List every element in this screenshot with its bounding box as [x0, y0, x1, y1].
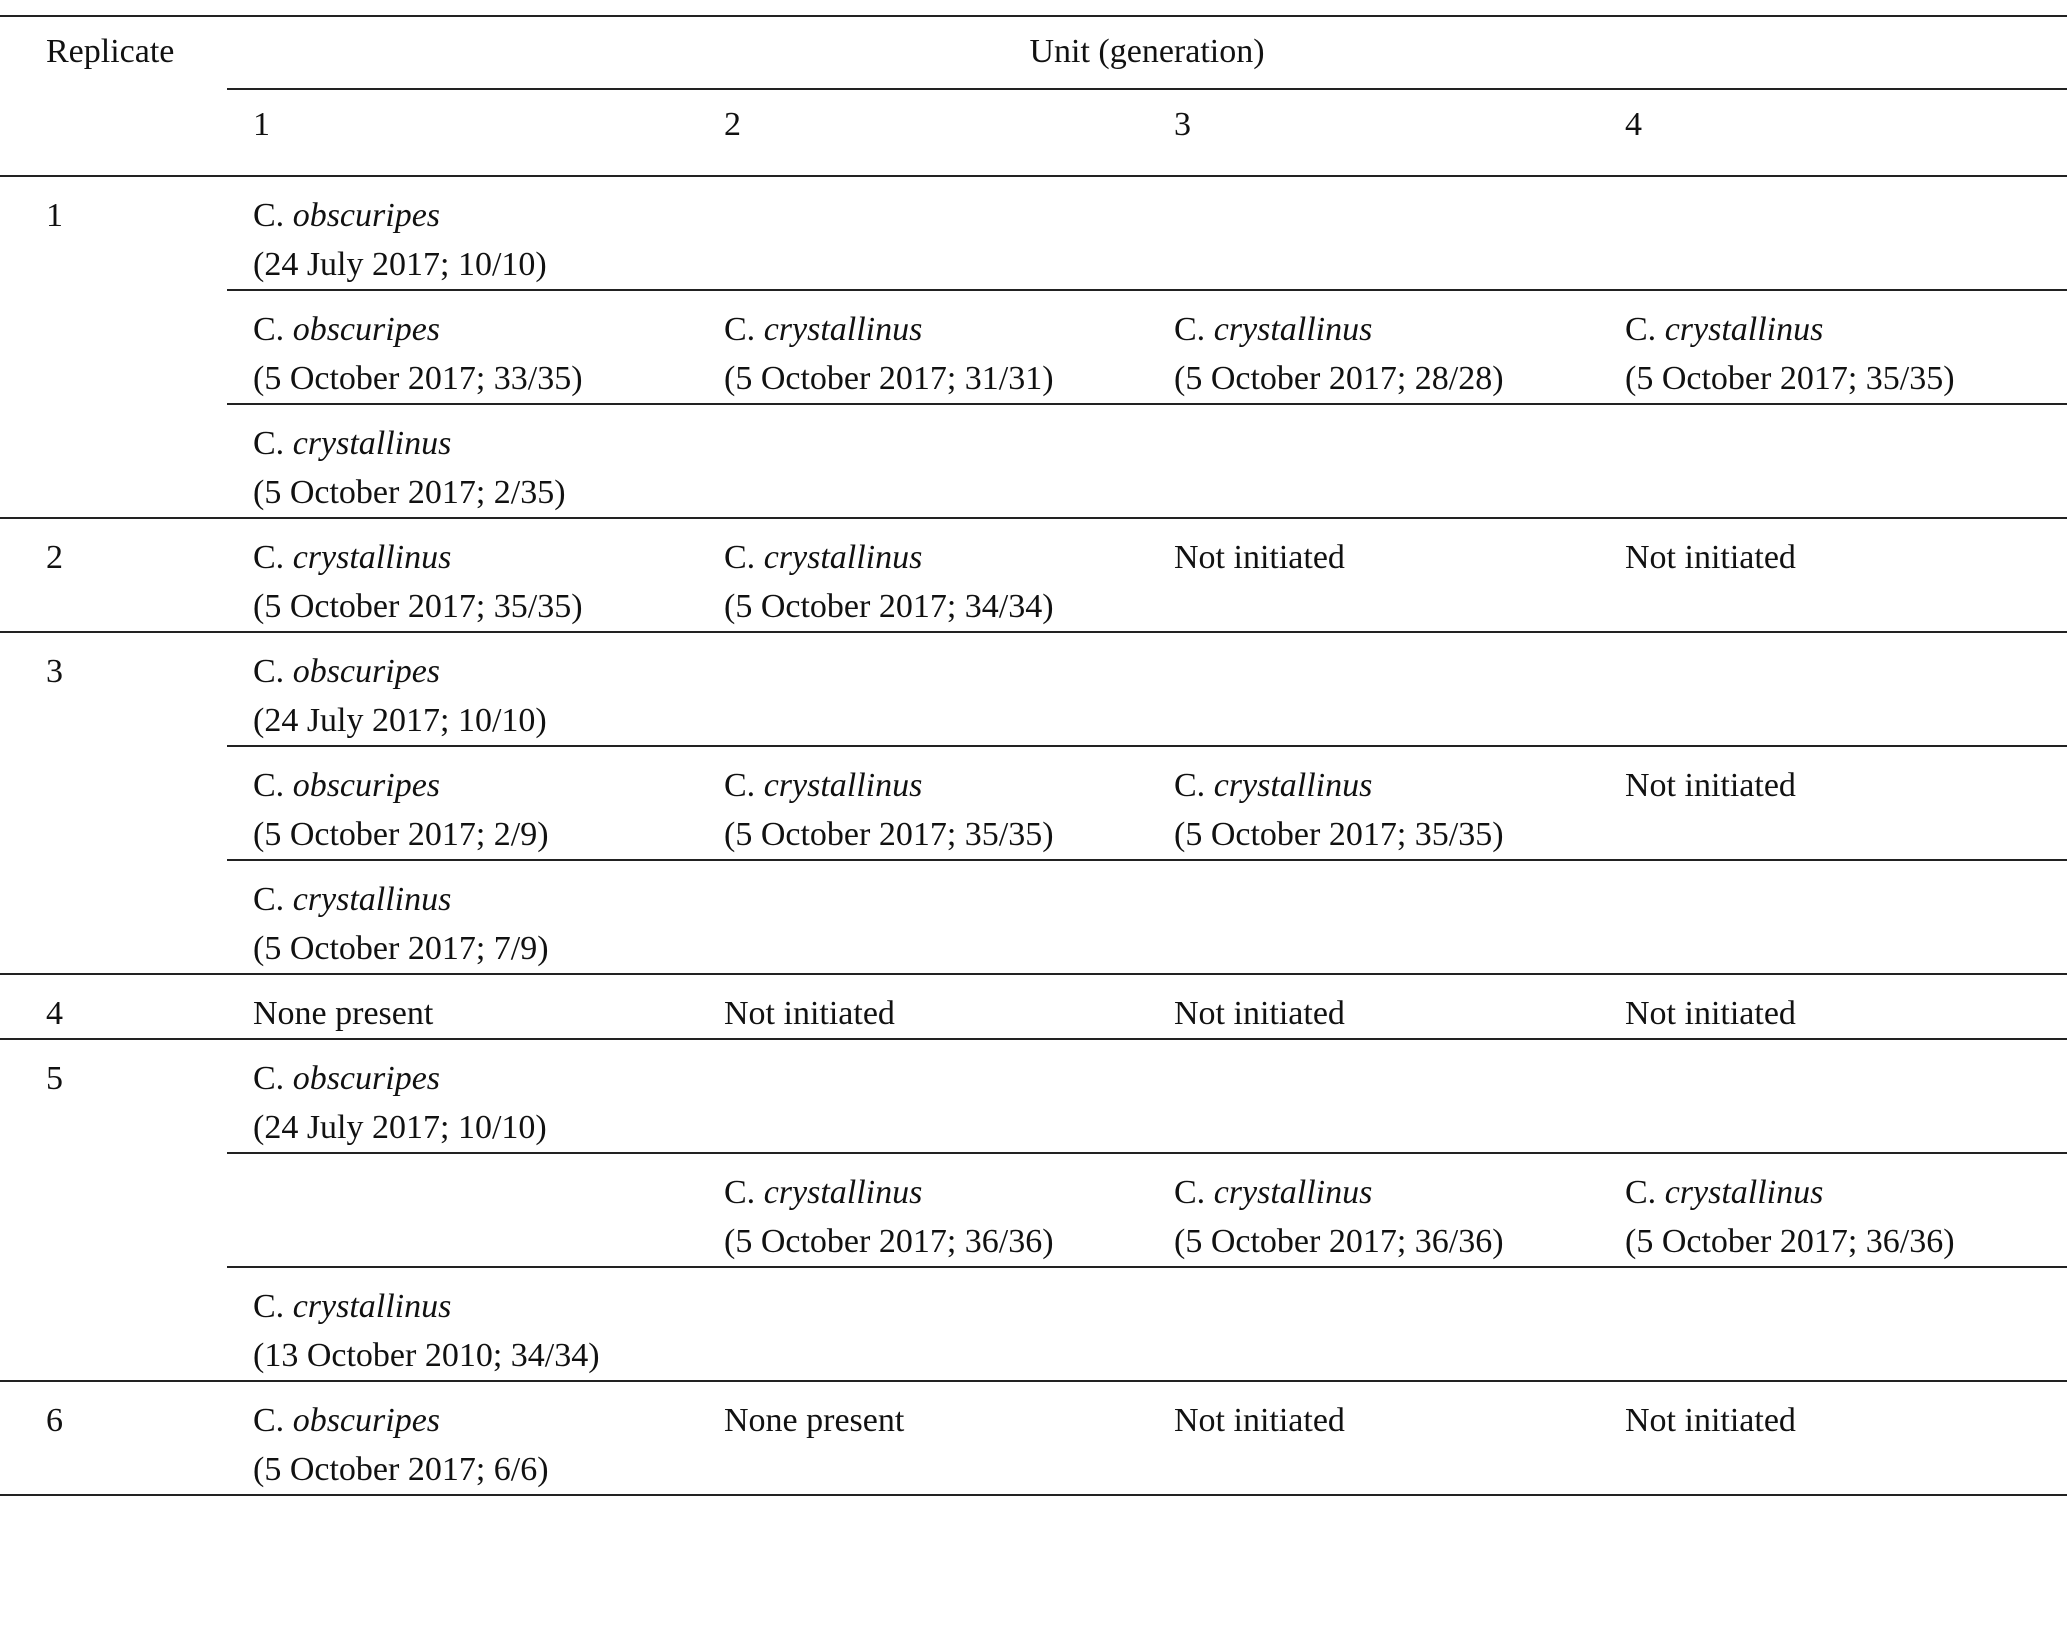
table-cell — [227, 176, 698, 290]
table-cell — [1148, 1153, 1599, 1267]
species-name — [253, 1282, 698, 1331]
table-row — [0, 1153, 2067, 1267]
species-epithet: obscuripes — [292, 311, 441, 348]
cell-status: Not initiated — [1625, 1402, 1796, 1439]
sample-detail: (5 October 2017; 34/34) — [724, 588, 1054, 625]
genus-abbrev: C. — [724, 539, 756, 576]
table-row — [0, 974, 2067, 1039]
table-cell — [698, 404, 1148, 518]
cell-status: Not initiated — [1174, 995, 1345, 1032]
genus-abbrev: C. — [1174, 767, 1206, 804]
cell-status: Not initiated — [1625, 995, 1796, 1032]
sample-detail: (5 October 2017; 35/35) — [724, 816, 1054, 853]
table-cell — [698, 518, 1148, 632]
species-name — [253, 875, 698, 924]
genus-abbrev: C. — [1625, 1174, 1657, 1211]
table-row — [0, 746, 2067, 860]
species-epithet: crystallinus — [1213, 767, 1373, 804]
genus-abbrev: C. — [724, 1174, 756, 1211]
table-cell — [1148, 290, 1599, 404]
cell-status: Not initiated — [724, 995, 895, 1032]
genus-abbrev: C. — [253, 653, 285, 690]
genus-abbrev: C. — [253, 311, 285, 348]
header-row — [0, 16, 2067, 89]
column-header-1: 1 — [227, 89, 698, 176]
sample-detail: (5 October 2017; 35/35) — [1625, 360, 1955, 397]
table-cell — [227, 518, 698, 632]
column-header-3: 3 — [1148, 89, 1599, 176]
species-epithet: obscuripes — [292, 767, 441, 804]
column-number-row — [0, 89, 2067, 176]
cell-status: Not initiated — [1625, 767, 1796, 804]
replicate-cell: 4 — [0, 974, 227, 1039]
table-cell — [698, 1267, 1148, 1381]
table-cell — [227, 404, 698, 518]
cell-status: None present — [724, 1402, 905, 1439]
table-cell — [227, 974, 698, 1039]
genus-abbrev: C. — [253, 767, 285, 804]
sample-detail: (5 October 2017; 36/36) — [724, 1223, 1054, 1260]
table-cell — [227, 1039, 698, 1153]
table-cell — [698, 1381, 1148, 1495]
table-cell — [227, 290, 698, 404]
sample-detail: (5 October 2017; 36/36) — [1625, 1223, 1955, 1260]
species-name — [253, 1054, 698, 1103]
table-cell — [698, 290, 1148, 404]
cell-status: Not initiated — [1174, 1402, 1345, 1439]
table-row — [0, 1267, 2067, 1381]
sample-detail: (24 July 2017; 10/10) — [253, 702, 547, 739]
table-cell — [1599, 176, 2067, 290]
sample-detail: (5 October 2017; 7/9) — [253, 930, 549, 967]
column-header-4: 4 — [1599, 89, 2067, 176]
genus-abbrev: C. — [253, 1402, 285, 1439]
cell-status: Not initiated — [1625, 539, 1796, 576]
genus-abbrev: C. — [724, 767, 756, 804]
species-epithet: crystallinus — [292, 1288, 452, 1325]
unit-header: Unit (generation) — [227, 16, 2067, 89]
column-header-2: 2 — [698, 89, 1148, 176]
sample-detail: (5 October 2017; 6/6) — [253, 1451, 549, 1488]
species-epithet: crystallinus — [763, 539, 923, 576]
table-row — [0, 632, 2067, 746]
table-cell — [698, 974, 1148, 1039]
sample-detail: (13 October 2010; 34/34) — [253, 1337, 600, 1374]
species-name — [253, 761, 698, 810]
species-name — [724, 305, 1148, 354]
table-cell — [698, 176, 1148, 290]
cell-status: None present — [253, 995, 434, 1032]
species-epithet: crystallinus — [763, 311, 923, 348]
replicate-cell: 5 — [0, 1039, 227, 1381]
sample-detail: (5 October 2017; 31/31) — [724, 360, 1054, 397]
sample-detail: (24 July 2017; 10/10) — [253, 1109, 547, 1146]
table-row — [0, 404, 2067, 518]
table-cell — [1148, 632, 1599, 746]
species-epithet: crystallinus — [1664, 1174, 1824, 1211]
table-cell — [1599, 632, 2067, 746]
table-cell — [227, 860, 698, 974]
table-row — [0, 518, 2067, 632]
table-cell — [698, 1153, 1148, 1267]
species-name — [1174, 1168, 1599, 1217]
species-epithet: crystallinus — [1213, 1174, 1373, 1211]
genus-abbrev: C. — [724, 311, 756, 348]
genus-abbrev: C. — [1625, 311, 1657, 348]
genus-abbrev: C. — [1174, 311, 1206, 348]
species-epithet: crystallinus — [1664, 311, 1824, 348]
table-cell — [227, 1267, 698, 1381]
table-cell — [698, 746, 1148, 860]
species-name — [1625, 1168, 2067, 1217]
sample-detail: (5 October 2017; 2/9) — [253, 816, 549, 853]
table-cell — [1599, 1381, 2067, 1495]
table-cell — [1599, 1153, 2067, 1267]
table-cell — [227, 632, 698, 746]
species-name — [1174, 305, 1599, 354]
species-epithet: crystallinus — [763, 1174, 923, 1211]
species-name — [1625, 305, 2067, 354]
table-cell — [1148, 1039, 1599, 1153]
genus-abbrev: C. — [253, 197, 285, 234]
sample-detail: (24 July 2017; 10/10) — [253, 246, 547, 283]
results-table — [0, 15, 2067, 1496]
species-name — [253, 305, 698, 354]
table-cell — [1599, 290, 2067, 404]
table-row — [0, 1381, 2067, 1495]
replicate-cell: 3 — [0, 632, 227, 974]
table-cell — [1599, 746, 2067, 860]
table-cell — [698, 860, 1148, 974]
genus-abbrev: C. — [253, 1288, 285, 1325]
species-epithet: obscuripes — [292, 197, 441, 234]
table-cell — [1599, 404, 2067, 518]
table-row — [0, 1039, 2067, 1153]
replicate-cell: 6 — [0, 1381, 227, 1495]
table-cell — [1148, 1267, 1599, 1381]
table-cell — [1148, 518, 1599, 632]
table-cell — [1599, 1039, 2067, 1153]
sample-detail: (5 October 2017; 36/36) — [1174, 1223, 1504, 1260]
table-cell — [227, 746, 698, 860]
table-cell — [698, 1039, 1148, 1153]
species-epithet: crystallinus — [292, 425, 452, 462]
species-name — [1174, 761, 1599, 810]
table-row — [0, 860, 2067, 974]
replicate-header: Replicate — [0, 16, 227, 176]
species-epithet: crystallinus — [292, 881, 452, 918]
sample-detail: (5 October 2017; 28/28) — [1174, 360, 1504, 397]
species-epithet: crystallinus — [1213, 311, 1373, 348]
table-body — [0, 176, 2067, 1495]
species-epithet: obscuripes — [292, 1402, 441, 1439]
species-epithet: crystallinus — [292, 539, 452, 576]
table-cell — [1148, 860, 1599, 974]
cell-status: Not initiated — [1174, 539, 1345, 576]
sample-detail: (5 October 2017; 2/35) — [253, 474, 566, 511]
sample-detail: (5 October 2017; 35/35) — [253, 588, 583, 625]
genus-abbrev: C. — [253, 425, 285, 462]
table-cell — [1148, 746, 1599, 860]
species-name — [253, 191, 698, 240]
replicate-cell: 1 — [0, 176, 227, 518]
genus-abbrev: C. — [1174, 1174, 1206, 1211]
table-cell — [1148, 404, 1599, 518]
sample-detail: (5 October 2017; 33/35) — [253, 360, 583, 397]
table-cell — [1148, 176, 1599, 290]
table-cell — [227, 1153, 698, 1267]
species-epithet: obscuripes — [292, 1060, 441, 1097]
sample-detail: (5 October 2017; 35/35) — [1174, 816, 1504, 853]
table-cell — [1148, 1381, 1599, 1495]
species-epithet: obscuripes — [292, 653, 441, 690]
table-cell — [1599, 860, 2067, 974]
table-cell — [698, 632, 1148, 746]
genus-abbrev: C. — [253, 1060, 285, 1097]
genus-abbrev: C. — [253, 881, 285, 918]
species-name — [253, 533, 698, 582]
table-cell — [1599, 974, 2067, 1039]
table-cell — [227, 1381, 698, 1495]
species-name — [253, 1396, 698, 1445]
replicate-cell: 2 — [0, 518, 227, 632]
table-row — [0, 290, 2067, 404]
table-row — [0, 176, 2067, 290]
species-name — [724, 1168, 1148, 1217]
genus-abbrev: C. — [253, 539, 285, 576]
species-epithet: crystallinus — [763, 767, 923, 804]
species-name — [724, 761, 1148, 810]
species-name — [253, 419, 698, 468]
table-cell — [1148, 974, 1599, 1039]
table-cell — [1599, 518, 2067, 632]
table-cell — [1599, 1267, 2067, 1381]
species-name — [724, 533, 1148, 582]
species-name — [253, 647, 698, 696]
